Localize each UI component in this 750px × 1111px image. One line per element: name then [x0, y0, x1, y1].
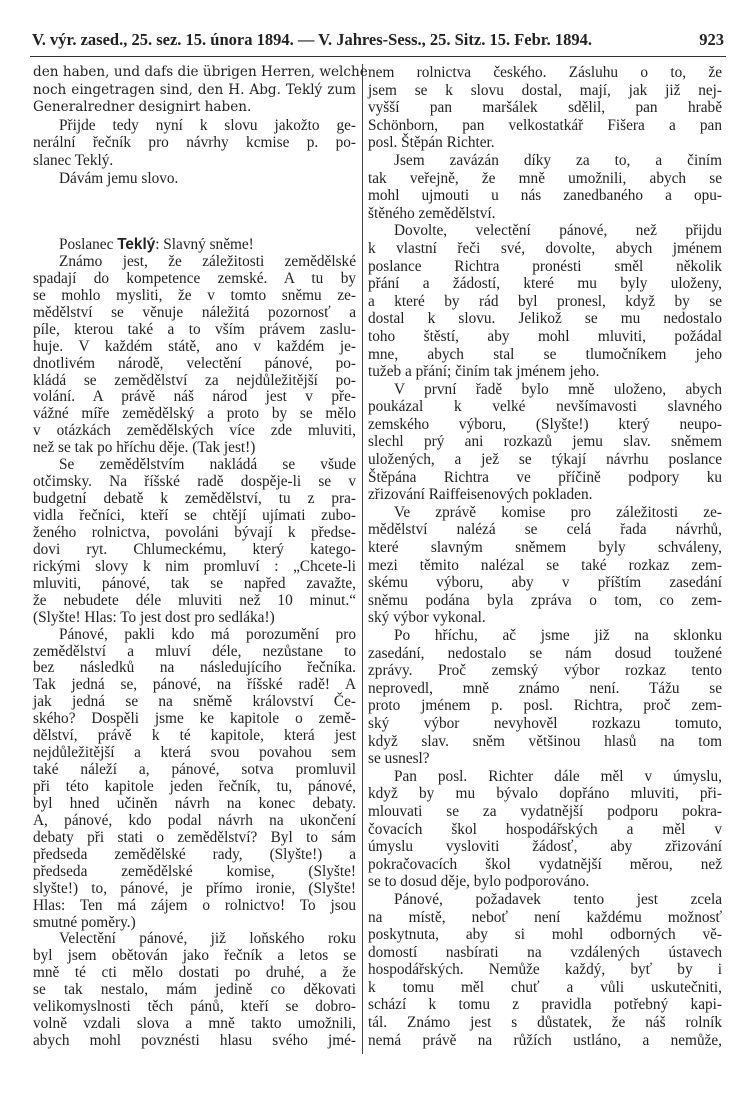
text-line: jsem se k slovu dostal, mají, jak již nej-	[368, 81, 722, 99]
text-line: Dovolte, velectění pánové, než přijdu	[394, 222, 722, 240]
text-line: Přijde tedy nyní k slovu jakožto ge-	[59, 116, 356, 134]
text-line: bez následků na následujícího řečníka.	[33, 659, 356, 677]
text-line: Schönborn, pan velkostatkář Fišera a pan	[368, 116, 722, 134]
paragraph	[368, 891, 722, 1049]
text-line: jak jedná se na sněmě království Če-	[33, 693, 356, 711]
text-line: k vlastní řeči své, dovolte, abych jménem	[368, 239, 722, 257]
text-line: domostí nasbírati na vzdálených ústavech	[368, 943, 722, 961]
text-line: debaty při stati o zemědělství? Byl to sám	[33, 828, 356, 846]
text-line: posl. Štěpán Richter.	[368, 134, 495, 152]
text-line: Ve zprávě komise pro záležitosti ze-	[394, 503, 722, 521]
paragraph	[368, 222, 722, 380]
text-line: vidla řečníci, kteří se chtějí ujímati zubo-	[33, 507, 356, 524]
text-line: Pánové, požadavek tento jest zcela	[394, 890, 722, 908]
text-line: Generalredner designirt haben.	[33, 99, 252, 116]
text-line: předseda zemědělské rady, (Slyšte!) a	[33, 845, 356, 863]
speech-body	[33, 254, 356, 1050]
text-line: budgetní debatě k zemědělství, tu z pra-	[33, 490, 356, 508]
text-line: zemského výboru, (Slyšte!) který neupo-	[368, 415, 722, 433]
text-line: ský výbor nevyhověl rozkazu tomuto,	[368, 714, 722, 732]
text-line: že nebudete déle mluviti než 10 minut.“	[33, 591, 356, 609]
text-line: smutné poměry.)	[33, 913, 136, 931]
text-line: ský výbor vykonal.	[368, 609, 486, 627]
running-header	[32, 30, 724, 52]
text-line: kládá se zemědělství za nejdůležitější po-	[33, 371, 356, 389]
paragraph	[33, 931, 356, 1050]
text-line: Štěpána Richtra ve příčině podpory ku	[368, 468, 722, 486]
text-line: Tak jedná se, pánové, na říšské radě! A	[33, 676, 356, 694]
text-line: a které by rád byl pronesl, když by se	[368, 292, 722, 310]
text-line: dovi ryt. Chlumeckému, který katego-	[33, 540, 356, 558]
text-line: zemědělství a mluví déle, nezůstane to	[33, 642, 356, 660]
column-divider	[362, 64, 363, 1054]
text-line: mohl ujmouti u nás zanedbaného a opu-	[368, 187, 722, 205]
text-line: proto jménem p. posl. Richtra, proč zem-	[368, 697, 722, 715]
text-line: skému výboru, aby v příštím zasedání	[368, 574, 722, 592]
text-line: slanec Teklý.	[33, 151, 114, 169]
text-line: nemá právě na růžích ustláno, a nemůže,	[368, 1031, 722, 1049]
text-line: volně vzdali slova a mně takto umožnili,	[33, 1015, 356, 1033]
text-line: dostal k slovu. Jelikož se mu nedostalo	[368, 310, 722, 328]
text-line: Hlas: Ten má zájem o rolnictvo! To jsou	[33, 896, 356, 914]
text-line: také náleží a, pánové, sotva promluvil	[33, 761, 356, 779]
text-line: se usnesl?	[368, 750, 430, 768]
paragraph	[33, 254, 356, 457]
page-number: 923	[699, 30, 724, 49]
paragraph	[368, 504, 722, 627]
text-line: mne, abych stal se tlumočníkem jeho	[368, 345, 722, 363]
text-line: Pan posl. Richter dále měl v úmyslu,	[394, 767, 722, 785]
text-line: zasedání, nedostalo se nám dosud toužené	[368, 644, 722, 662]
text-line: vyšší pan maršálek sdělil, pan hrabě	[368, 99, 722, 117]
text-line: v otázkách zemědělských více zde mluviti,	[33, 422, 356, 440]
text-line: mědělství se věnuje náležitá pozornosť a	[33, 303, 356, 321]
text-line: pokračovacích škol vydatnější měrou, než	[368, 855, 722, 873]
paragraph	[33, 457, 356, 626]
text-line: poslance Richtra pronésti směl několik	[368, 257, 722, 275]
text-line: zprávy. Proč zemský výbor rozkaz tento	[368, 662, 722, 680]
text-line: noch eingetragen sind, den H. Abg. Teklý zum	[33, 81, 356, 98]
text-line: nejdůležitější a která svou povahou sem	[33, 744, 356, 762]
left-column-speech	[33, 237, 356, 1050]
text-line: sněmu podána byla zpráva o tom, co zem-	[368, 591, 722, 609]
text-line: hospodářských. Nemůže každý, byť by i	[368, 961, 722, 979]
text-line: se to dosud děje, bylo podporováno.	[368, 873, 590, 891]
text-line: Se zemědělstvím nakládá se všude	[59, 456, 356, 474]
text-line: Pánové, pakli kdo má porozumění pro	[59, 625, 356, 643]
paragraph	[368, 64, 722, 152]
text-line: k tomu měl chuť a vůli uskutečniti,	[368, 978, 722, 996]
speech-heading-rest: : Slavný sněme!	[155, 236, 254, 253]
text-line: tál. Známo jest s důstatek, že náš rolník	[368, 1014, 722, 1032]
text-line: mluviti, pánové, tak se napřed zavažte,	[33, 574, 356, 592]
header-title: V. výr. zased., 25. sez. 15. února 1894. — V. Jahres-Sess., 25. Sitz. 15. Febr. 1894.	[32, 30, 592, 49]
text-line: Jsem zavázán díky za to, a činím	[394, 151, 722, 169]
text-line: čovacích škol hospodářských a měl v	[368, 820, 722, 838]
text-line: Po hříchu, ač jsme již na sklonku	[394, 627, 722, 644]
text-line: při této kapitole jeden řečník, tu, pánové,	[33, 778, 356, 795]
text-line: se mohlo mysliti, že v tomto sněmu ze-	[33, 286, 356, 304]
text-line: abych mohl povznésti hlasu svého jmé-	[33, 1032, 356, 1050]
text-line: úmyslu vysloviti žádosť, aby zřizování	[368, 838, 722, 856]
text-line: přání a žádostí, které mu byly uloženy,	[368, 275, 722, 293]
text-line: (Slyšte! Hlas: To jest dost pro sedláka!)	[33, 608, 275, 626]
paragraph	[368, 627, 722, 768]
text-line: když by mu bývalo dopřáno mluviti, při-	[368, 785, 722, 803]
text-line: dělství, právě k té kapitole, která jest	[33, 727, 356, 745]
text-line: uložených, a jež se týkají návrhu poslance	[368, 451, 722, 469]
text-line: když slav. sněm většinou hlasů na tom	[368, 732, 722, 750]
text-line: Dávám jemu slovo.	[59, 169, 179, 187]
text-line: slyšte!) to, pánové, je přímo ironie, (Slyšte!	[33, 879, 356, 897]
text-line: mlouvati se za vydatnější podporu pokra-	[368, 802, 722, 820]
text-line: Známo jest, že záležitosti zemědělské	[59, 252, 356, 270]
paragraph	[33, 64, 368, 117]
text-line: volání. A právě náš národ jest v pře-	[33, 388, 356, 406]
right-column	[368, 64, 722, 1049]
text-line: Velectění pánové, již loňského roku	[59, 930, 356, 948]
text-line: mně té cti mělo dostati po druhé, a že	[33, 964, 356, 982]
text-line: mezi těmito nalézal se také rozkaz zem-	[368, 556, 722, 574]
text-line: neprovedl, mně známo není. Tážu se	[368, 679, 722, 697]
text-line: mědělství nalézá se celá řada návrhů,	[368, 521, 722, 539]
text-line: byl hned učiněn návrh na konec debaty.	[33, 794, 356, 812]
paragraph	[33, 117, 356, 170]
text-line: tužeb a přání; činím tak jménem jeho.	[368, 363, 600, 381]
speech-heading-prefix: Poslanec	[59, 236, 114, 253]
text-line: toho štěstí, aby mohl mluviti, požádal	[368, 327, 722, 345]
text-line: spadají do kompetence zemské. A tu by	[33, 269, 356, 287]
text-line: nem rolnictva českého. Zásluhu o to, že	[368, 64, 722, 81]
text-line: poukázal k velké nevšímavosti slavného	[368, 398, 722, 416]
text-line: píle, kterou také a to vším právem zaslu-	[33, 320, 356, 338]
speaker-name: Teklý	[117, 236, 156, 253]
text-line: huje. V každém státě, ano v každém je-	[33, 337, 356, 355]
text-line: byl jsem obětován jako řečník a letos se	[33, 947, 356, 965]
text-line: velikomyslnosti těch pánů, kteří se dobro-	[33, 998, 356, 1016]
text-line: dnotlivém národě, velectění pánové, po-	[33, 354, 356, 372]
text-line: slechl prý ani rozkazů jemu slav. sněmem	[368, 433, 722, 451]
text-line: ského? Dospěli jsme ke kapitole o země-	[33, 710, 356, 728]
text-line: den haben, und dafs die übrigen Herren, welche	[33, 64, 368, 80]
paragraph	[368, 152, 722, 222]
text-line: otčimsky. Na říšské radě dospěje-li se v	[33, 473, 356, 491]
header-rule	[30, 56, 726, 57]
text-line: A, pánové, kdo podal návrh na ukončení	[33, 811, 356, 829]
text-line: vážné míře zemědělský a proto by se mělo	[33, 405, 356, 423]
text-line: nerální řečník pro návrhy kcmise p. po-	[33, 134, 356, 152]
paragraph	[33, 627, 356, 932]
left-column-top	[33, 64, 368, 187]
text-line: než se tak po hříchu děje. (Tak jest!)	[33, 439, 256, 457]
text-line: schází k tomu z pravidla potřebný kapi-	[368, 996, 722, 1014]
text-line: zřizování Raiffeisenových pokladen.	[368, 486, 593, 504]
paragraph	[368, 768, 722, 891]
text-line: rickými slovy k nim promluví : „Chcete-li	[33, 557, 356, 575]
text-line: ženého rolnictva, povoláni bývají k předse-	[33, 523, 356, 541]
speech-heading	[33, 237, 356, 254]
text-line: předseda zemědělské komise, (Slyšte!	[33, 862, 356, 880]
paragraph	[368, 381, 722, 504]
text-line: se tak nestalo, mám jedině co děkovati	[33, 981, 356, 999]
text-line: tak veřejně, že mně umožnili, abych se	[368, 169, 722, 187]
text-line: poskytnuta, aby si mohl odborných vě-	[368, 926, 722, 944]
text-line: V první řadě bylo mně uloženo, abych	[394, 380, 722, 398]
text-line: na místě, neboť není každému možnosť	[368, 908, 722, 926]
paragraph	[33, 170, 356, 188]
text-line: štěného zemědělství.	[368, 204, 496, 222]
text-line: které slavným sněmem byly schváleny,	[368, 539, 722, 557]
